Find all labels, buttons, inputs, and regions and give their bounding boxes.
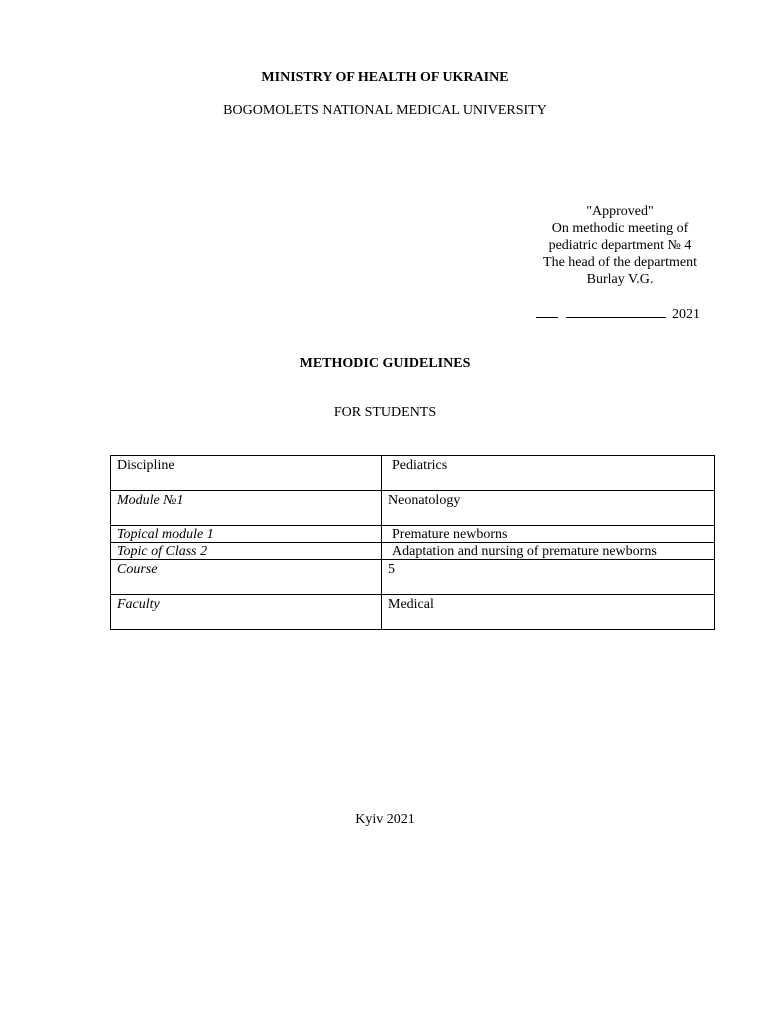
row-label: Module №1 — [111, 491, 382, 526]
approval-date-line — [536, 304, 700, 323]
table-row — [111, 560, 715, 595]
document-subtitle: FOR STUDENTS — [333, 405, 437, 420]
approval-block — [520, 203, 720, 288]
row-label: Discipline — [111, 456, 382, 491]
row-label: Topical module 1 — [111, 526, 382, 543]
course-info-table — [110, 455, 715, 630]
table-row — [111, 595, 715, 630]
row-value: 5 — [382, 560, 715, 595]
approval-line: pediatric department № 4 — [548, 238, 692, 253]
place-year: Kyiv 2021 — [355, 812, 415, 827]
approval-line: On methodic meeting of — [551, 221, 689, 236]
row-value: Pediatrics — [382, 456, 715, 491]
document-title: METHODIC GUIDELINES — [299, 356, 471, 371]
row-label: Faculty — [111, 595, 382, 630]
table-row — [111, 491, 715, 526]
row-value: Neonatology — [382, 491, 715, 526]
approval-line: The head of the department — [543, 255, 697, 270]
row-value: Premature newborns — [382, 526, 715, 543]
table-row — [111, 543, 715, 560]
approval-year: 2021 — [672, 307, 700, 322]
table-row — [111, 526, 715, 543]
row-label: Course — [111, 560, 382, 595]
ministry-heading: MINISTRY OF HEALTH OF UKRAINE — [261, 70, 509, 85]
approval-line: "Approved" — [586, 204, 654, 219]
day-blank — [536, 304, 558, 318]
university-heading: BOGOMOLETS NATIONAL MEDICAL UNIVERSITY — [223, 103, 547, 118]
row-label: Topic of Class 2 — [111, 543, 382, 560]
month-blank — [566, 304, 666, 318]
row-value: Adaptation and nursing of premature newborns — [382, 543, 715, 560]
approval-line: Burlay V.G. — [586, 272, 654, 287]
table-row — [111, 456, 715, 491]
row-value: Medical — [382, 595, 715, 630]
